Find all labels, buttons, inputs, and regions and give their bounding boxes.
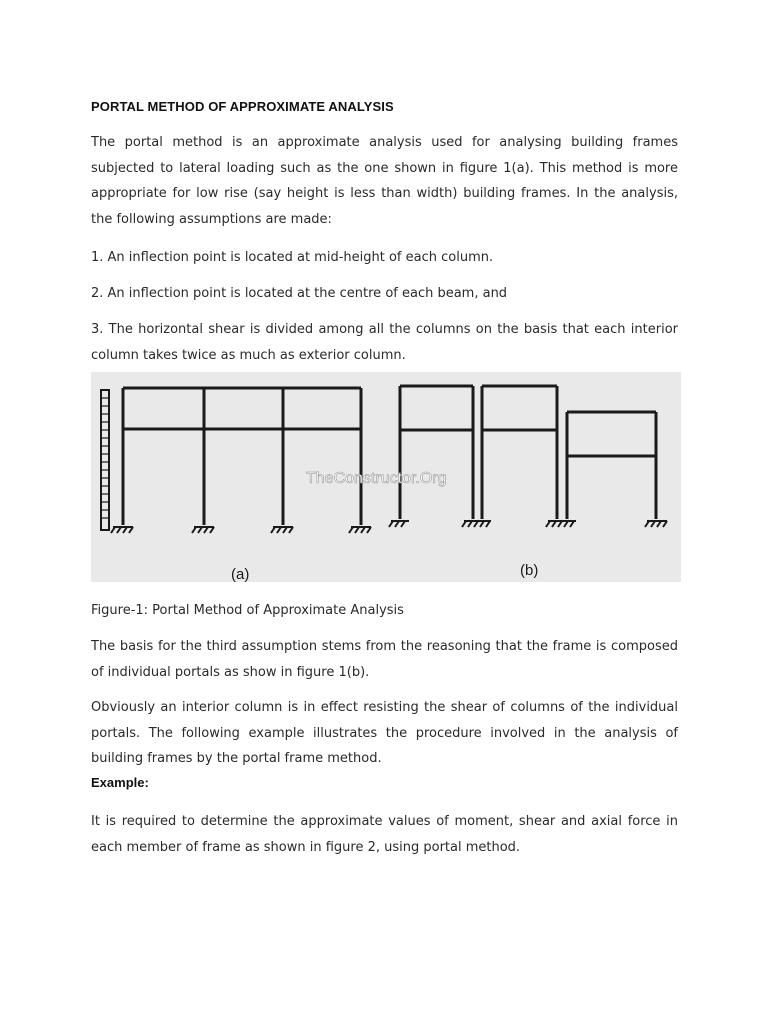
portal-frames-diagram <box>91 372 681 582</box>
assumption-3: 3. The horizontal shear is divided among all the columns on the basis that each interior column takes twice as much as exterior column. <box>91 322 678 363</box>
figure-label-b: (b) <box>520 562 539 579</box>
figure-portal-frames <box>91 372 681 582</box>
lateral-load-icon <box>101 390 109 530</box>
frame-b <box>400 386 656 519</box>
example-paragraph: It is required to determine the approximate values of moment, shear and axial force in each member of frame as shown in figure 2, using portal method. <box>91 814 678 855</box>
watermark-text: TheConstructor.Org <box>306 470 447 487</box>
frame-a <box>123 388 361 525</box>
frame-a-supports <box>111 527 371 533</box>
figure-caption: Figure-1: Portal Method of Approximate Analysis <box>91 603 404 618</box>
intro-paragraph: The portal method is an approximate analysis used for analysing building frames subjected to lateral loading such as the one shown in figure 1(a). This method is more appropriate for low rise (say height is less than width) building frames. In the analysis, the following assumptions are made: <box>91 135 678 227</box>
example-label: Example: <box>91 775 149 790</box>
assumption-2: 2. An inflection point is located at the centre of each beam, and <box>91 286 508 301</box>
page-title: PORTAL METHOD OF APPROXIMATE ANALYSIS <box>91 99 394 114</box>
frame-b-supports <box>389 521 667 527</box>
basis-paragraph: The basis for the third assumption stems from the reasoning that the frame is composed of individual portals as show in figure 1(b). <box>91 639 678 680</box>
figure-label-a: (a) <box>231 566 250 582</box>
interior-paragraph: Obviously an interior column is in effect resisting the shear of columns of the individual portals. The following example illustrates the procedure involved in the analysis of building frames by the portal frame method. <box>91 700 678 766</box>
assumption-1: 1. An inflection point is located at mid-height of each column. <box>91 250 494 265</box>
